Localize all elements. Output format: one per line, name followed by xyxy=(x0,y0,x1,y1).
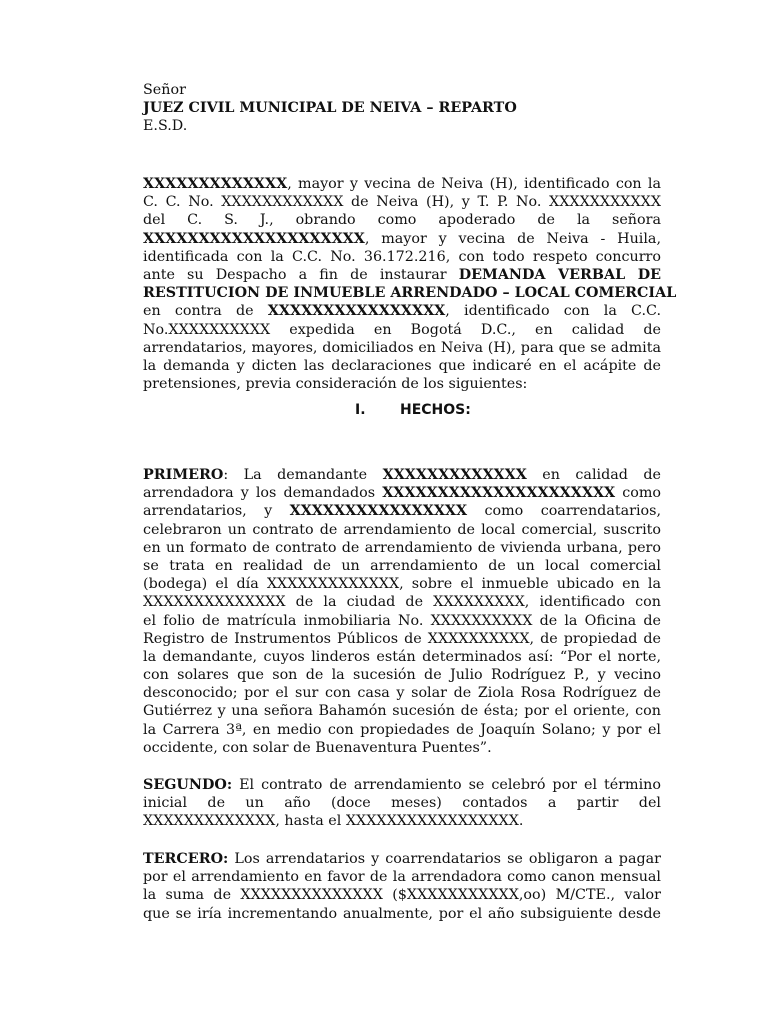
section-title: HECHOS: xyxy=(400,402,471,418)
text-line xyxy=(143,539,661,557)
addressee-judge: JUEZ CIVIL MUNICIPAL DE NEIVA – REPARTO xyxy=(143,100,517,117)
text-run: desconocido; por el sur con casa y solar de Ziola Rosa Rodríguez de xyxy=(143,685,661,702)
text-line xyxy=(143,321,661,339)
fact-tercero xyxy=(143,850,661,923)
text-run: por el arrendamiento en favor de la arrendadora como canon mensual xyxy=(143,869,661,886)
text-line xyxy=(143,794,661,812)
text-run: : La demandante xyxy=(223,467,383,483)
text-run: Gutiérrez y una señora Bahamón sucesión de ésta; por el oriente, con xyxy=(143,703,661,720)
text-run: , identificado con la C.C. xyxy=(445,303,661,320)
text-line xyxy=(143,175,661,193)
bold-text: RESTITUCION DE INMUEBLE ARRENDADO – LOCAL COMERCIAL xyxy=(143,285,677,302)
text-line xyxy=(143,739,661,757)
text-line xyxy=(143,193,661,211)
text-line xyxy=(143,648,661,666)
text-line xyxy=(143,521,661,539)
bold-text: XXXXXXXXXXXXXXXXXXXXX xyxy=(382,485,616,502)
text-run: XXXXXXXXXXXXX, hasta el XXXXXXXXXXXXXXXXX. xyxy=(143,813,524,830)
text-run: , mayor y vecina de Neiva (H), identificado con la xyxy=(287,176,661,192)
text-run: con solares que son de la sucesión de Julio Rodríguez P., y vecino xyxy=(143,667,661,684)
bold-text: SEGUNDO: xyxy=(143,777,233,793)
text-run: como xyxy=(615,485,661,502)
text-line xyxy=(143,466,661,484)
text-line xyxy=(143,248,661,266)
bold-text: XXXXXXXXXXXXXXXX xyxy=(289,503,468,520)
text-line xyxy=(143,502,661,520)
text-line xyxy=(143,284,677,302)
text-run: la suma de XXXXXXXXXXXXXX ($XXXXXXXXXXX,oo) M/CTE., valor xyxy=(143,887,661,904)
bold-text: XXXXXXXXXXXXXXXXXXXX xyxy=(143,230,365,247)
text-run: , mayor y vecina de Neiva - Huila, xyxy=(364,230,661,247)
text-run: la demanda y dicten las declaraciones que indicaré en el acápite de xyxy=(143,357,661,374)
text-line xyxy=(143,868,661,886)
bold-text: PRIMERO xyxy=(143,467,224,483)
text-run: en un formato de contrato de arrendamiento de vivienda urbana, pero xyxy=(143,539,661,556)
text-run: ante su Despacho a fin de instaurar xyxy=(143,266,459,283)
text-run: que se iría incrementando anualmente, por el año subsiguiente desde xyxy=(143,905,661,922)
text-run: El contrato de arrendamiento se celebró por el término xyxy=(232,777,661,793)
text-line xyxy=(143,266,661,284)
text-run: Registro de Instrumentos Públicos de XXXXXXXXXX, de propiedad de xyxy=(143,630,661,647)
bold-text: DEMANDA VERBAL DE xyxy=(458,266,661,283)
intro-paragraph xyxy=(143,175,677,393)
text-line xyxy=(143,484,661,502)
text-run: occidente, con solar de Buenaventura Puentes”. xyxy=(143,739,492,756)
text-line xyxy=(143,612,661,630)
text-line xyxy=(143,684,661,702)
text-line xyxy=(143,630,661,648)
text-line xyxy=(143,666,661,684)
text-run: (bodega) el día XXXXXXXXXXXXX, sobre el inmueble ubicado en la xyxy=(143,576,661,593)
fact-segundo xyxy=(143,776,661,831)
text-run: la Carrera 3ª, en medio con propiedades de Joaquín Solano; y por el xyxy=(143,721,661,738)
text-run: se trata en realidad de un arrendamiento de un local comercial xyxy=(143,557,661,574)
text-run: Los arrendatarios y coarrendatarios se obligaron a pagar xyxy=(228,851,661,867)
text-line xyxy=(143,211,661,229)
text-run: inicial de un año (doce meses) contados a partir del xyxy=(143,795,661,812)
text-line xyxy=(143,702,661,720)
bold-text: TERCERO: xyxy=(143,851,229,867)
text-run: en calidad de xyxy=(526,467,661,483)
text-line xyxy=(143,575,661,593)
addressee-block xyxy=(143,81,661,136)
text-run: en contra de xyxy=(143,303,268,320)
text-line xyxy=(143,339,661,357)
text-run: arrendatarios, mayores, domiciliados en Neiva (H), para que se admita xyxy=(143,339,661,356)
text-run: arrendatarios, y xyxy=(143,503,290,520)
text-line xyxy=(143,357,661,375)
text-run: XXXXXXXXXXXXXX de la ciudad de XXXXXXXXX, identificado con xyxy=(143,594,661,611)
text-line xyxy=(143,776,661,794)
bold-text: XXXXXXXXXXXXX xyxy=(143,176,288,192)
salutation: Señor xyxy=(143,82,186,98)
fact-primero xyxy=(143,466,661,757)
text-run: pretensiones, previa consideración de los siguientes: xyxy=(143,376,528,393)
text-run: No.XXXXXXXXXX expedida en Bogotá D.C., en calidad de xyxy=(143,321,661,338)
text-run: arrendadora y los demandados xyxy=(143,485,383,502)
text-run: como coarrendatarios, xyxy=(467,503,662,520)
section-number: I. xyxy=(355,402,366,418)
text-line xyxy=(143,812,661,830)
text-line xyxy=(143,375,661,393)
text-line xyxy=(143,302,661,320)
text-line xyxy=(143,886,661,904)
text-line xyxy=(143,593,661,611)
bold-text: XXXXXXXXXXXXXXXX xyxy=(267,303,446,320)
text-run: del C. S. J., obrando como apoderado de la señora xyxy=(143,212,661,229)
text-run: identificada con la C.C. No. 36.172.216, con todo respeto concurro xyxy=(143,248,661,265)
text-line xyxy=(143,721,661,739)
text-run: C. C. No. XXXXXXXXXXXX de Neiva (H), y T. P. No. XXXXXXXXXXX xyxy=(143,194,661,211)
text-line xyxy=(143,905,661,923)
text-line xyxy=(143,230,661,248)
text-line xyxy=(143,850,661,868)
addressee-esd: E.S.D. xyxy=(143,118,188,135)
text-run: el folio de matrícula inmobiliaria No. XXXXXXXXXX de la Oficina de xyxy=(143,612,661,629)
bold-text: XXXXXXXXXXXXX xyxy=(382,467,527,483)
text-run: la demandante, cuyos linderos están determinados así: “Por el norte, xyxy=(143,648,661,665)
text-line xyxy=(143,557,661,575)
text-run: celebraron un contrato de arrendamiento de local comercial, suscrito xyxy=(143,521,661,538)
